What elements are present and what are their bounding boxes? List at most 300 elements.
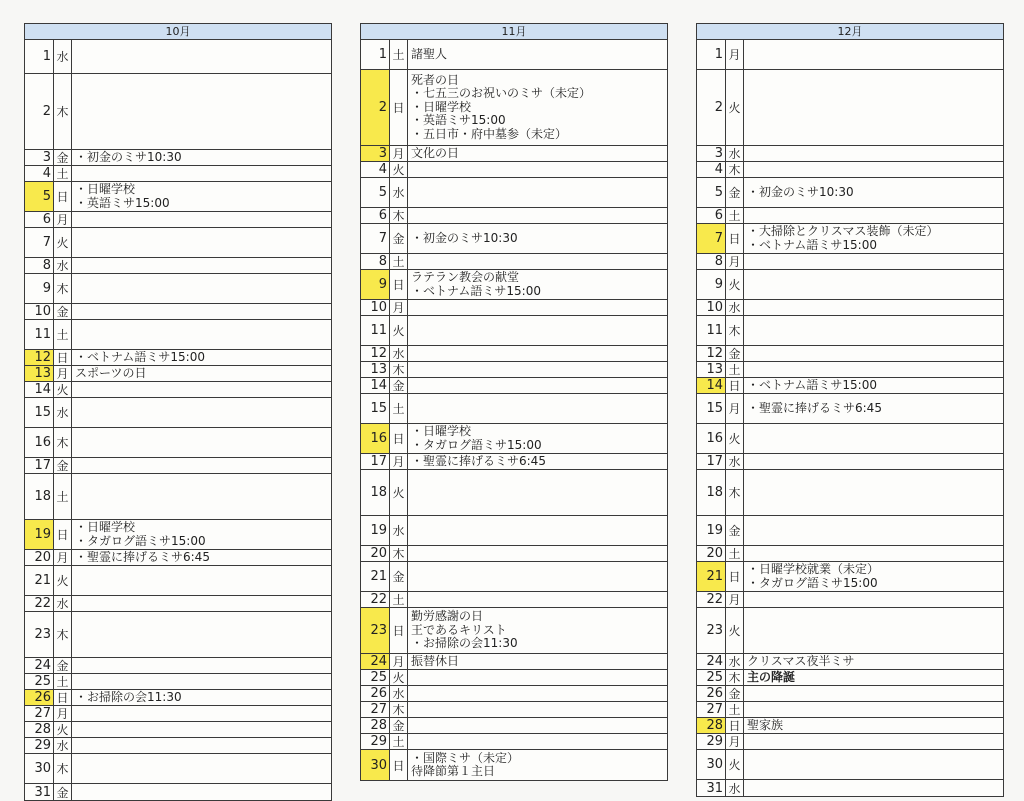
day-number: 6 <box>25 212 54 227</box>
day-row <box>697 702 1003 718</box>
weekday: 日 <box>390 70 408 145</box>
day-row <box>697 224 1003 254</box>
weekday: 日 <box>390 608 408 653</box>
event-cell <box>408 424 667 453</box>
weekday: 金 <box>390 562 408 591</box>
weekday: 木 <box>726 316 744 345</box>
day-row <box>697 470 1003 516</box>
day-row <box>361 734 667 750</box>
day-row <box>25 658 331 674</box>
day-number: 16 <box>361 424 390 453</box>
event-cell <box>744 516 1003 545</box>
day-number: 14 <box>697 378 726 393</box>
event-cell <box>744 162 1003 177</box>
day-row <box>697 254 1003 270</box>
event-cell <box>72 166 331 181</box>
day-row <box>697 750 1003 780</box>
event-cell <box>72 212 331 227</box>
month-header: 12月 <box>697 24 1003 40</box>
day-number: 29 <box>25 738 54 753</box>
month-november <box>360 23 668 781</box>
day-row <box>697 208 1003 224</box>
day-row <box>361 362 667 378</box>
event-text: 文化の日 <box>411 146 460 160</box>
day-row <box>697 516 1003 546</box>
weekday: 月 <box>54 212 72 227</box>
weekday: 水 <box>726 454 744 469</box>
day-row <box>25 320 331 350</box>
month-october <box>24 23 332 801</box>
weekday: 土 <box>726 546 744 561</box>
event-cell <box>72 784 331 800</box>
weekday: 月 <box>54 366 72 381</box>
event-text: ・七五三のお祝いのミサ（未定） <box>411 86 592 101</box>
event-cell <box>744 608 1003 653</box>
event-cell <box>744 592 1003 607</box>
day-number: 24 <box>361 654 390 669</box>
event-cell <box>72 398 331 427</box>
day-number: 27 <box>25 706 54 721</box>
event-text: ・日曜学校 <box>411 424 472 438</box>
day-row <box>361 516 667 546</box>
day-number: 10 <box>361 300 390 315</box>
event-text: 振替休日 <box>411 654 460 668</box>
weekday: 木 <box>390 208 408 223</box>
day-row <box>361 702 667 718</box>
day-row <box>697 316 1003 346</box>
event-text: ・日曜学校 <box>411 99 472 114</box>
day-row <box>25 566 331 596</box>
event-text: ・ベトナム語ミサ15:00 <box>411 283 541 298</box>
event-text: 待降節第１主日 <box>411 764 496 778</box>
day-number: 5 <box>697 178 726 207</box>
event-text: ・タガログ語ミサ15:00 <box>747 575 878 590</box>
day-number: 23 <box>697 608 726 653</box>
day-number: 28 <box>361 718 390 733</box>
day-row <box>25 722 331 738</box>
weekday: 月 <box>726 592 744 607</box>
day-row <box>361 718 667 734</box>
weekday: 木 <box>54 754 72 783</box>
weekday: 水 <box>54 738 72 753</box>
weekday: 火 <box>726 750 744 779</box>
day-row <box>25 366 331 382</box>
event-text: ・ベトナム語ミサ15:00 <box>75 350 205 364</box>
event-text: ラテラン教会の献堂 <box>411 270 520 284</box>
day-row <box>361 162 667 178</box>
event-cell <box>72 474 331 519</box>
weekday: 金 <box>726 686 744 701</box>
day-number: 2 <box>697 70 726 145</box>
event-cell <box>408 702 667 717</box>
weekday: 土 <box>726 362 744 377</box>
day-row <box>25 612 331 658</box>
event-text: ・タガログ語ミサ15:00 <box>411 437 542 452</box>
event-text: 王であるキリスト <box>411 622 507 637</box>
weekday: 水 <box>390 686 408 701</box>
event-text: ・日曜学校 <box>75 520 136 534</box>
month-december <box>696 23 1004 797</box>
event-cell <box>72 458 331 473</box>
weekday: 月 <box>54 550 72 565</box>
event-cell <box>408 300 667 315</box>
event-cell <box>744 70 1003 145</box>
event-text: ・初金のミサ10:30 <box>747 184 854 199</box>
day-number: 6 <box>361 208 390 223</box>
weekday: 日 <box>390 270 408 299</box>
event-cell <box>744 562 1003 591</box>
day-row <box>697 670 1003 686</box>
day-number: 24 <box>25 658 54 673</box>
day-row <box>25 150 331 166</box>
day-number: 8 <box>361 254 390 269</box>
event-cell <box>744 254 1003 269</box>
day-row <box>697 40 1003 70</box>
day-row <box>361 608 667 654</box>
event-cell <box>72 258 331 273</box>
event-cell <box>72 596 331 611</box>
event-cell <box>72 520 331 549</box>
day-row <box>25 596 331 612</box>
weekday: 月 <box>390 300 408 315</box>
day-number: 30 <box>697 750 726 779</box>
day-row <box>25 228 331 258</box>
day-number: 7 <box>361 224 390 253</box>
event-cell <box>744 378 1003 393</box>
day-number: 1 <box>25 40 54 73</box>
weekday: 金 <box>54 784 72 800</box>
event-cell <box>744 454 1003 469</box>
day-number: 11 <box>361 316 390 345</box>
event-cell <box>408 162 667 177</box>
day-number: 18 <box>697 470 726 515</box>
day-number: 15 <box>25 398 54 427</box>
day-row <box>697 424 1003 454</box>
weekday: 土 <box>54 166 72 181</box>
day-row <box>361 224 667 254</box>
event-cell <box>72 274 331 303</box>
weekday: 火 <box>726 270 744 299</box>
day-row <box>361 670 667 686</box>
day-number: 21 <box>697 562 726 591</box>
day-number: 31 <box>25 784 54 800</box>
event-text: ・初金のミサ10:30 <box>75 150 182 164</box>
day-row <box>361 546 667 562</box>
weekday: 金 <box>54 150 72 165</box>
day-number: 23 <box>25 612 54 657</box>
event-cell <box>408 718 667 733</box>
day-number: 14 <box>361 378 390 393</box>
day-number: 2 <box>25 74 54 149</box>
weekday: 月 <box>54 706 72 721</box>
day-row <box>25 690 331 706</box>
weekday: 金 <box>390 378 408 393</box>
day-number: 7 <box>697 224 726 253</box>
event-text: ・ベトナム語ミサ15:00 <box>747 378 877 392</box>
event-cell <box>408 592 667 607</box>
weekday: 火 <box>54 228 72 257</box>
day-number: 26 <box>361 686 390 701</box>
day-row <box>25 274 331 304</box>
day-row <box>697 608 1003 654</box>
day-row <box>25 350 331 366</box>
day-number: 7 <box>25 228 54 257</box>
event-text: ・日曜学校 <box>75 182 136 196</box>
event-cell <box>408 734 667 749</box>
day-row <box>25 166 331 182</box>
weekday: 日 <box>726 378 744 393</box>
event-cell <box>72 74 331 149</box>
day-row <box>25 304 331 320</box>
day-number: 22 <box>697 592 726 607</box>
event-cell <box>744 178 1003 207</box>
day-number: 10 <box>25 304 54 319</box>
day-row <box>697 592 1003 608</box>
weekday: 日 <box>726 224 744 253</box>
event-cell <box>408 546 667 561</box>
weekday: 月 <box>390 454 408 469</box>
day-number: 24 <box>697 654 726 669</box>
weekday: 日 <box>54 520 72 549</box>
day-number: 21 <box>25 566 54 595</box>
event-cell <box>72 674 331 689</box>
day-row <box>697 162 1003 178</box>
day-number: 13 <box>25 366 54 381</box>
event-cell <box>408 316 667 345</box>
day-number: 21 <box>361 562 390 591</box>
event-cell <box>744 146 1003 161</box>
day-number: 5 <box>361 178 390 207</box>
event-cell <box>744 702 1003 717</box>
weekday: 木 <box>54 428 72 457</box>
weekday: 金 <box>390 718 408 733</box>
day-number: 30 <box>361 750 390 780</box>
event-cell <box>408 654 667 669</box>
event-text: ・国際ミサ（未定） <box>411 750 520 765</box>
weekday: 水 <box>390 516 408 545</box>
weekday: 水 <box>726 300 744 315</box>
event-cell <box>72 40 331 73</box>
day-number: 22 <box>25 596 54 611</box>
weekday: 月 <box>726 394 744 423</box>
day-number: 27 <box>697 702 726 717</box>
day-row <box>697 146 1003 162</box>
weekday: 水 <box>54 398 72 427</box>
event-cell <box>72 722 331 737</box>
day-number: 18 <box>361 470 390 515</box>
weekday: 月 <box>726 254 744 269</box>
event-cell <box>72 754 331 783</box>
weekday: 金 <box>390 224 408 253</box>
event-cell <box>408 224 667 253</box>
event-cell <box>744 362 1003 377</box>
weekday: 日 <box>54 350 72 365</box>
event-cell <box>408 378 667 393</box>
day-row <box>361 300 667 316</box>
event-cell <box>744 470 1003 515</box>
day-number: 17 <box>697 454 726 469</box>
event-text: 聖家族 <box>747 718 784 732</box>
day-row <box>697 178 1003 208</box>
event-text: 主の降誕 <box>747 670 796 684</box>
day-number: 29 <box>361 734 390 749</box>
day-row <box>697 562 1003 592</box>
day-row <box>25 738 331 754</box>
event-cell <box>72 428 331 457</box>
weekday: 火 <box>390 162 408 177</box>
event-cell <box>744 316 1003 345</box>
day-number: 12 <box>361 346 390 361</box>
day-row <box>361 592 667 608</box>
weekday: 月 <box>390 654 408 669</box>
day-number: 4 <box>361 162 390 177</box>
day-row <box>697 546 1003 562</box>
event-cell <box>408 346 667 361</box>
weekday: 土 <box>54 320 72 349</box>
weekday: 木 <box>390 546 408 561</box>
event-cell <box>408 670 667 685</box>
event-cell <box>744 224 1003 253</box>
weekday: 土 <box>726 702 744 717</box>
day-row <box>697 654 1003 670</box>
event-cell <box>72 612 331 657</box>
day-row <box>361 178 667 208</box>
day-number: 13 <box>697 362 726 377</box>
day-number: 29 <box>697 734 726 749</box>
weekday: 水 <box>390 178 408 207</box>
day-row <box>25 182 331 212</box>
weekday: 木 <box>726 470 744 515</box>
event-cell <box>72 150 331 165</box>
day-number: 3 <box>361 146 390 161</box>
day-number: 6 <box>697 208 726 223</box>
event-cell <box>408 270 667 299</box>
day-number: 27 <box>361 702 390 717</box>
weekday: 金 <box>54 304 72 319</box>
weekday: 金 <box>726 346 744 361</box>
day-row <box>25 674 331 690</box>
event-cell <box>72 566 331 595</box>
day-row <box>697 780 1003 796</box>
event-cell <box>744 300 1003 315</box>
weekday: 火 <box>390 316 408 345</box>
weekday: 木 <box>726 162 744 177</box>
day-number: 8 <box>697 254 726 269</box>
weekday: 土 <box>390 40 408 69</box>
weekday: 土 <box>390 592 408 607</box>
event-text: ・お掃除の会11:30 <box>411 636 518 651</box>
weekday: 金 <box>54 658 72 673</box>
event-cell <box>744 750 1003 779</box>
day-number: 17 <box>361 454 390 469</box>
day-row <box>361 378 667 394</box>
event-cell <box>72 366 331 381</box>
event-cell <box>744 546 1003 561</box>
weekday: 火 <box>390 670 408 685</box>
event-text: ・聖霊に捧げるミサ6:45 <box>411 454 546 468</box>
weekday: 木 <box>54 274 72 303</box>
day-number: 12 <box>697 346 726 361</box>
day-row <box>361 750 667 780</box>
weekday: 日 <box>54 690 72 705</box>
day-number: 4 <box>25 166 54 181</box>
event-text: ・ベトナム語ミサ15:00 <box>747 237 877 252</box>
event-text: ・聖霊に捧げるミサ6:45 <box>747 400 882 415</box>
event-cell <box>72 382 331 397</box>
day-row <box>361 454 667 470</box>
weekday: 日 <box>726 562 744 591</box>
day-number: 1 <box>697 40 726 69</box>
event-cell <box>408 608 667 653</box>
day-number: 16 <box>697 424 726 453</box>
day-number: 11 <box>697 316 726 345</box>
event-text: ・大掃除とクリスマス装飾（未定） <box>747 224 939 238</box>
day-row <box>25 212 331 228</box>
day-row <box>361 654 667 670</box>
weekday: 水 <box>54 596 72 611</box>
weekday: 水 <box>54 258 72 273</box>
event-cell <box>744 270 1003 299</box>
weekday: 金 <box>726 516 744 545</box>
weekday: 水 <box>726 146 744 161</box>
day-number: 9 <box>361 270 390 299</box>
weekday: 土 <box>390 254 408 269</box>
weekday: 日 <box>390 750 408 780</box>
event-cell <box>72 738 331 753</box>
event-cell <box>744 654 1003 669</box>
day-row <box>361 254 667 270</box>
weekday: 火 <box>54 566 72 595</box>
event-cell <box>744 346 1003 361</box>
day-number: 14 <box>25 382 54 397</box>
event-cell <box>72 690 331 705</box>
day-row <box>361 316 667 346</box>
day-number: 1 <box>361 40 390 69</box>
day-row <box>697 300 1003 316</box>
event-cell <box>72 350 331 365</box>
day-number: 9 <box>697 270 726 299</box>
day-row <box>361 394 667 424</box>
day-number: 4 <box>697 162 726 177</box>
event-text: ・聖霊に捧げるミサ6:45 <box>75 550 210 564</box>
day-row <box>697 346 1003 362</box>
day-row <box>25 40 331 74</box>
day-row <box>361 686 667 702</box>
day-row <box>25 784 331 800</box>
event-cell <box>408 146 667 161</box>
day-row <box>25 474 331 520</box>
day-number: 3 <box>697 146 726 161</box>
day-number: 19 <box>697 516 726 545</box>
day-row <box>25 382 331 398</box>
day-number: 25 <box>361 670 390 685</box>
weekday: 月 <box>726 40 744 69</box>
event-text: 勤労感謝の日 <box>411 609 484 624</box>
day-row <box>697 718 1003 734</box>
weekday: 木 <box>390 702 408 717</box>
day-number: 26 <box>25 690 54 705</box>
day-number: 17 <box>25 458 54 473</box>
weekday: 水 <box>54 40 72 73</box>
weekday: 水 <box>726 780 744 796</box>
day-number: 19 <box>361 516 390 545</box>
day-number: 15 <box>361 394 390 423</box>
event-cell <box>72 550 331 565</box>
day-number: 31 <box>697 780 726 796</box>
day-row <box>697 270 1003 300</box>
day-row <box>361 346 667 362</box>
event-cell <box>744 40 1003 69</box>
